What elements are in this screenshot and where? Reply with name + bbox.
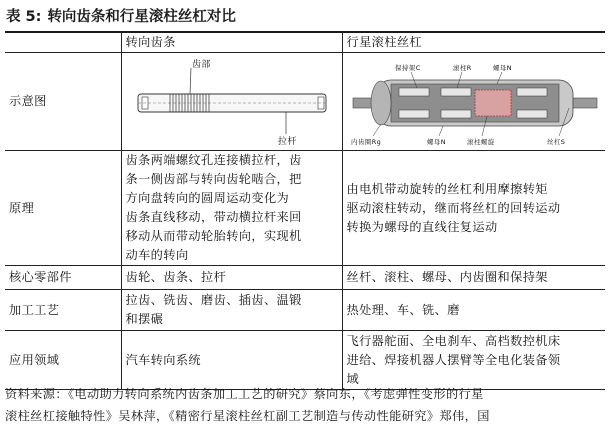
screw-cage-label: 保持架C bbox=[394, 64, 421, 72]
rack-tie-rod-label: 拉杆 bbox=[277, 137, 297, 147]
screw-nut-bottom-label: 螺母N bbox=[426, 138, 446, 146]
screw-nut-label: 螺母N bbox=[492, 64, 512, 72]
process-screw: 热处理、车、铣、磨 bbox=[342, 290, 605, 331]
parts-label: 核心零部件 bbox=[5, 266, 121, 290]
rack-teeth-label: 齿部 bbox=[191, 60, 211, 70]
header-empty bbox=[5, 33, 121, 53]
principle-row bbox=[5, 151, 605, 266]
principle-screw-line: 转换为螺母的直线往复运动 bbox=[346, 219, 498, 234]
planetary-roller-screw-diagram bbox=[347, 54, 602, 149]
application-screw bbox=[342, 331, 605, 390]
process-rack-line: 拉齿、铣齿、磨齿、插齿、温锻 bbox=[125, 293, 302, 307]
principle-rack-line: 移动从而带动轮胎转向，实现机 bbox=[125, 229, 302, 243]
principle-screw bbox=[342, 151, 605, 266]
source-line: 资料来源：《电动助力转向系统内齿条加工工艺的研究》蔡向东，《考虑弹性变形的行星 bbox=[5, 387, 484, 401]
steering-rack-diagram bbox=[126, 54, 339, 149]
principle-rack-line: 条一侧齿部与转向齿轮啮合，把 bbox=[125, 172, 302, 186]
principle-rack-line: 动车的转向 bbox=[125, 248, 189, 262]
parts-screw: 丝杆、滚柱、螺母、内齿圈和保持架 bbox=[342, 266, 605, 290]
screw-roller-thread-label: 滚柱螺旋 bbox=[466, 138, 495, 146]
process-rack-line: 和摆碾 bbox=[125, 312, 164, 326]
screw-roller-label: 滚柱R bbox=[452, 64, 472, 72]
application-screw-line: 进给、焊接机器人摆臂等全电化装备领 bbox=[346, 352, 561, 367]
table-title-text: 转向齿条和行星滚柱丝杠对比 bbox=[47, 9, 236, 25]
application-label: 应用领域 bbox=[5, 331, 121, 390]
header-screw: 行星滚柱丝杠 bbox=[342, 33, 605, 53]
principle-rack-line: 齿条两端螺纹孔连接横拉杆，齿 bbox=[125, 153, 302, 167]
application-row bbox=[5, 331, 605, 390]
parts-row bbox=[5, 266, 605, 290]
source-line: 滚柱丝杠接触特性》吴林萍，《精密行星滚柱丝杠副工艺制造与传动性能研究》郑伟，国 bbox=[5, 409, 490, 423]
parts-rack: 齿轮、齿条、拉杆 bbox=[121, 266, 342, 290]
principle-rack-line: 方向盘转向的圆周运动变化为 bbox=[125, 191, 290, 205]
process-label: 加工工艺 bbox=[5, 290, 121, 331]
comparison-table bbox=[5, 33, 605, 390]
diagram-label: 示意图 bbox=[5, 53, 121, 151]
principle-label: 原理 bbox=[5, 151, 121, 266]
application-rack: 汽车转向系统 bbox=[121, 331, 342, 390]
screw-inner-ring-label: 内齿圈Rg bbox=[350, 138, 381, 146]
application-screw-line: 域 bbox=[346, 371, 360, 386]
source-note bbox=[5, 383, 605, 427]
header-row bbox=[5, 33, 605, 53]
screw-diagram-cell bbox=[342, 53, 605, 151]
header-rack: 转向齿条 bbox=[121, 33, 342, 53]
principle-rack-line: 齿条直线移动，带动横拉杆来回 bbox=[125, 210, 302, 224]
table-title bbox=[6, 5, 606, 29]
process-row bbox=[5, 290, 605, 331]
screw-shaft-label: 丝杠S bbox=[546, 138, 565, 146]
diagram-row bbox=[5, 53, 605, 151]
principle-screw-line: 由电机带动旋转的丝杠利用摩擦转矩 bbox=[346, 181, 548, 196]
principle-rack bbox=[121, 151, 342, 266]
rack-diagram-cell bbox=[121, 53, 342, 151]
principle-screw-line: 驱动滚柱转动，继而将丝杠的回转运动 bbox=[346, 200, 561, 215]
application-screw-line: 飞行器舵面、全电刹车、高档数控机床 bbox=[346, 333, 561, 348]
process-rack bbox=[121, 290, 342, 331]
table-number: 表 5: bbox=[6, 9, 42, 25]
